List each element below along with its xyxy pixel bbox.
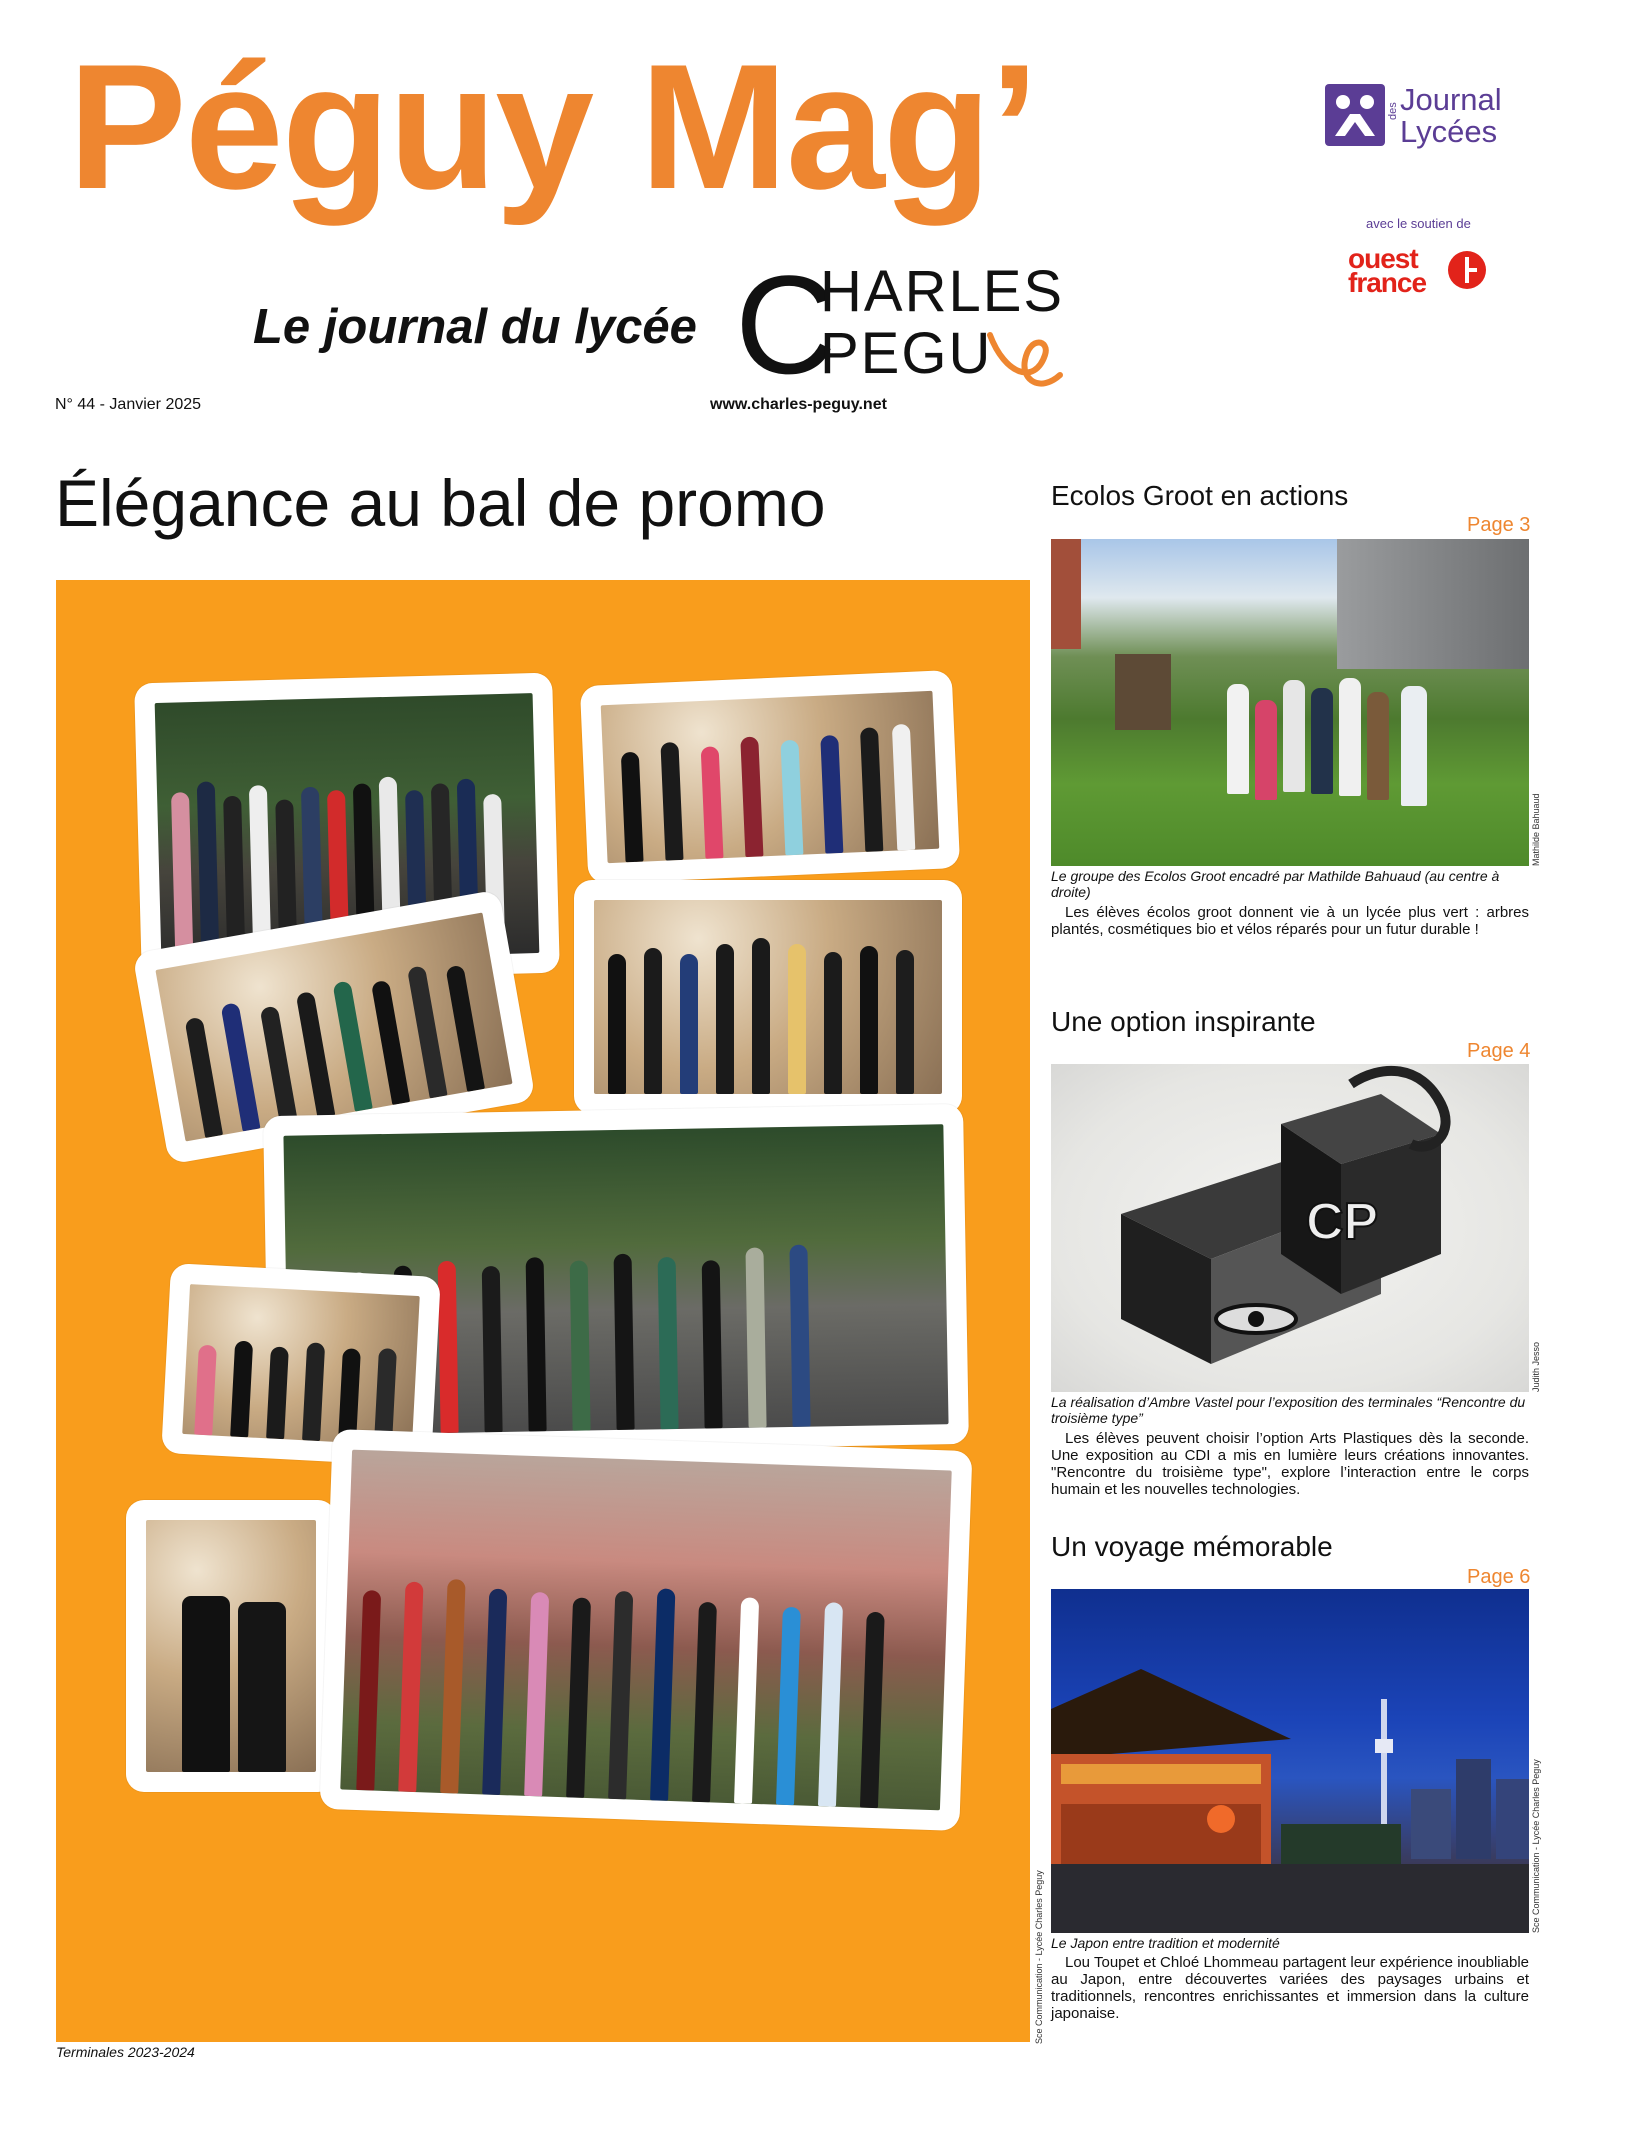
journal-logo-icon xyxy=(1325,84,1385,146)
main-photo-caption: Terminales 2023-2024 xyxy=(56,2044,195,2060)
story-title[interactable]: Une option inspirante xyxy=(1051,1006,1316,1037)
svg-text:CP: CP xyxy=(1306,1193,1379,1251)
story-summary: Les élèves peuvent choisir l’option Arts Plastiques dès la seconde. Une exposition au CDI a mis en lumière leurs créations innovantes. "Rencontre du troisième type", explore l’interaction entre le corps humain et les nouvelles technologies. xyxy=(1051,1430,1529,1498)
partner-logo-small: des xyxy=(1387,102,1399,120)
main-photo-credit: Sce Communication - Lycée Charles Peguy xyxy=(1034,1870,1044,2044)
ecolos-groot-photo xyxy=(1051,539,1529,866)
group-photo xyxy=(182,1284,420,1446)
partner-logo-line-1: Journal xyxy=(1400,82,1502,117)
photo-credit: Judith Jesso xyxy=(1531,1341,1541,1392)
journal-des-lycees-logo xyxy=(1325,82,1525,152)
group-photo xyxy=(601,691,940,863)
photo-card xyxy=(320,1429,973,1831)
japan-temple-photo xyxy=(1051,1589,1529,1933)
logo-big-letter: C xyxy=(735,246,837,403)
magazine-tagline: Le journal du lycée xyxy=(253,300,697,354)
logo-line-2: PEGU xyxy=(820,321,993,386)
promo-photo-collage xyxy=(56,580,1030,2042)
charles-peguy-logo xyxy=(735,246,1065,403)
photo-card xyxy=(580,670,960,884)
sponsor-logo-line-2: france xyxy=(1348,267,1427,298)
photo-card xyxy=(126,1500,336,1792)
photo-caption: Le Japon entre tradition et modernité xyxy=(1051,1935,1280,1951)
photo-credit: Sce Communication - Lycée Charles Peguy xyxy=(1531,1759,1541,1933)
group-photo xyxy=(340,1450,952,1811)
photo-card xyxy=(574,880,962,1114)
website-link[interactable]: www.charles-peguy.net xyxy=(710,396,887,413)
page-reference[interactable]: Page 4 xyxy=(1467,1040,1531,1062)
charcoal-drawing xyxy=(1051,1064,1529,1392)
story-summary: Lou Toupet et Chloé Lhommeau partagent leur expérience inoubliable au Japon, entre découvertes variées des paysages urbains et traditionnels, rencontres enrichissantes et immersion dans la culture japonaise. xyxy=(1051,1954,1529,2022)
photo-caption: La réalisation d’Ambre Vastel pour l’exposition des terminales “Rencontre du troisième type” xyxy=(1051,1394,1526,1426)
photo-credit: Mathilde Bahuaud xyxy=(1531,793,1541,866)
sponsor-intro: avec le soutien de xyxy=(1366,216,1471,231)
couple-photo xyxy=(146,1520,316,1772)
story-summary: Les élèves écolos groot donnent vie à un lycée plus vert : arbres plantés, cosmétiques bio et vélos réparés pour un futur durable ! xyxy=(1051,904,1529,938)
page-reference[interactable]: Page 6 xyxy=(1467,1566,1531,1588)
magazine-title: Péguy Mag’ xyxy=(68,27,1038,226)
group-photo xyxy=(594,900,942,1094)
issue-number: N° 44 - Janvier 2025 xyxy=(55,396,202,413)
logo-line-1: HARLES xyxy=(820,259,1065,324)
partner-logo-line-2: Lycées xyxy=(1400,114,1498,149)
ouest-france-circle-icon xyxy=(1448,251,1486,289)
group-photo xyxy=(155,912,512,1141)
photo-caption: Le groupe des Ecolos Groot encadré par Mathilde Bahuaud (au centre à droite) xyxy=(1051,868,1500,900)
japan-night-scene xyxy=(1051,1589,1529,1933)
story-title[interactable]: Un voyage mémorable xyxy=(1051,1531,1333,1562)
art-drawing-photo xyxy=(1051,1064,1529,1392)
story-title[interactable]: Ecolos Groot en actions xyxy=(1051,480,1349,511)
main-headline: Élégance au bal de promo xyxy=(55,466,826,540)
ouest-france-logo xyxy=(1348,243,1488,303)
swirl-icon xyxy=(985,315,1065,395)
page-reference[interactable]: Page 3 xyxy=(1467,514,1531,536)
sponsor-logo-line-1: ouest xyxy=(1348,243,1418,274)
